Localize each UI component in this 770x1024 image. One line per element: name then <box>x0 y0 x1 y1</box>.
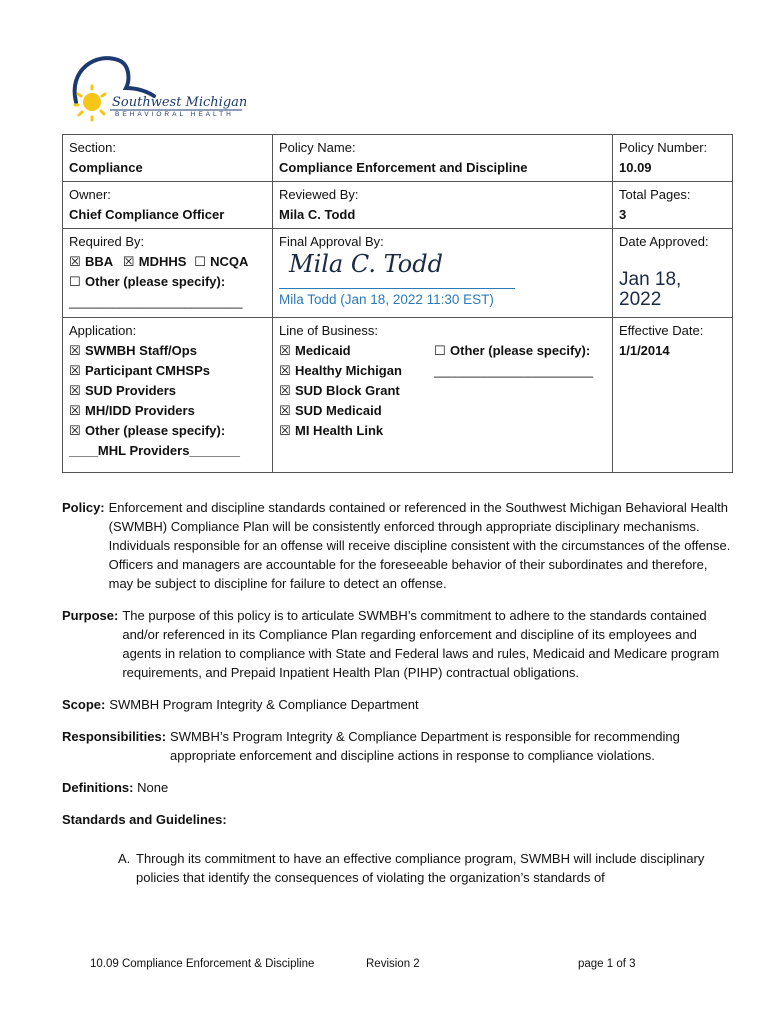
responsibilities-label: Responsibilities: <box>62 729 167 744</box>
standard-a-text: Through its commitment to have an effective compliance program, SWMBH will include disciplinary policies that identify the consequences of violating the organization’s standards of <box>136 851 705 885</box>
policy-name-value: Compliance Enforcement and Discipline <box>279 160 528 175</box>
reviewed-by-label: Reviewed By: <box>279 187 359 202</box>
checkbox-checked-icon: ☒ <box>69 363 81 378</box>
section-value: Compliance <box>69 160 143 175</box>
reviewed-by-cell <box>273 182 613 229</box>
definitions-text: None <box>137 780 169 795</box>
checkbox-checked-icon: ☒ <box>279 423 291 438</box>
responsibilities-section <box>62 727 732 765</box>
checkbox-checked-icon: ☒ <box>122 254 135 269</box>
application-other-value: ____MHL Providers_______ <box>69 443 241 458</box>
required-ncqa: NCQA <box>210 254 249 269</box>
definitions-section <box>62 778 732 797</box>
application-item: Participant CMHSPs <box>85 363 210 378</box>
final-approval-cell <box>273 229 613 318</box>
application-label: Application: <box>69 323 137 338</box>
required-other-blank: ________________________ <box>69 294 243 309</box>
required-by-cell <box>63 229 273 318</box>
owner-cell <box>63 182 273 229</box>
effective-date-cell <box>613 318 733 473</box>
owner-value: Chief Compliance Officer <box>69 207 225 222</box>
effective-date-label: Effective Date: <box>619 323 704 338</box>
lob-item: SUD Medicaid <box>295 403 382 418</box>
final-approval-label: Final Approval By: <box>279 234 384 249</box>
checkbox-checked-icon: ☒ <box>279 403 291 418</box>
standards-heading <box>62 810 732 829</box>
application-cell <box>63 318 273 473</box>
application-item: MH/IDD Providers <box>85 403 195 418</box>
checkbox-checked-icon: ☒ <box>69 423 81 438</box>
logo-title: Southwest Michigan <box>112 95 248 110</box>
policy-name-label: Policy Name: <box>279 140 356 155</box>
checkbox-checked-icon: ☒ <box>69 343 81 358</box>
scope-text: SWMBH Program Integrity & Compliance Department <box>109 697 419 712</box>
checkbox-unchecked-icon: ☐ <box>194 254 206 269</box>
policy-label: Policy: <box>62 500 105 515</box>
lob-item: Healthy Michigan <box>295 363 402 378</box>
lob-other: Other (please specify): <box>450 343 591 358</box>
policy-name-cell <box>273 135 613 182</box>
purpose-text: The purpose of this policy is to articulate SWMBH’s commitment to adhere to the standards contained and/or referenced in its Compliance Plan regarding enforcement and discipline of its employees and agents in relation to compliance with State and Federal laws and rules, Medicaid and Medicare program requirements, and Prepaid Inpatient Health Plan (PIHP) contractual obligations. <box>122 608 720 680</box>
policy-number-label: Policy Number: <box>619 140 708 155</box>
effective-date-value: 1/1/2014 <box>619 343 670 358</box>
signature-line <box>279 288 515 289</box>
checkbox-unchecked-icon: ☐ <box>69 274 81 289</box>
required-bba: BBA <box>85 254 114 269</box>
checkbox-checked-icon: ☒ <box>69 254 81 269</box>
checkbox-checked-icon: ☒ <box>279 343 291 358</box>
footer-page: page 1 of 3 <box>578 958 636 970</box>
footer-revision: Revision 2 <box>366 958 420 970</box>
required-mdhhs: MDHHS <box>138 254 187 269</box>
responsibilities-text: SWMBH’s Program Integrity & Compliance Department is responsible for recommending appropriate enforcement and discipline actions in response to compliance violations. <box>170 729 680 763</box>
lob-label: Line of Business: <box>279 323 379 338</box>
lob-other-blank: ______________________ <box>434 363 594 378</box>
policy-body <box>62 498 732 887</box>
application-item: Other (please specify): <box>85 423 226 438</box>
policy-section <box>62 498 732 593</box>
checkbox-checked-icon: ☒ <box>279 383 291 398</box>
date-approved-cell <box>613 229 733 318</box>
application-item: SUD Providers <box>85 383 177 398</box>
signature-script: Mila C. Todd <box>289 250 443 278</box>
scope-label: Scope: <box>62 697 106 712</box>
section-cell <box>63 135 273 182</box>
purpose-label: Purpose: <box>62 608 119 623</box>
standards-label: Standards and Guidelines: <box>62 812 227 827</box>
lob-item: Medicaid <box>295 343 351 358</box>
date-approved-value: Jan 18, 2022 <box>619 269 682 310</box>
standard-a-letter: A. <box>118 851 131 866</box>
lob-item: MI Health Link <box>295 423 384 438</box>
line-of-business-cell <box>273 318 613 473</box>
checkbox-checked-icon: ☒ <box>69 383 81 398</box>
policy-text: Enforcement and discipline standards contained or referenced in the Southwest Michigan Behavioral Health (SWMBH) Compliance Plan will be consistently enforced through appropriate disciplinary mechanisms. Individuals responsible for an offense will receive discipline consistent with the circumstances of the offense. Officers and managers are accountable for the foreseeable behavior of their subordinates and therefore, may be subject to discipline for failure to detect an offense. <box>108 500 731 591</box>
policy-number-cell <box>613 135 733 182</box>
reviewed-by-value: Mila C. Todd <box>279 207 356 222</box>
logo-subtitle: BEHAVIORAL HEALTH <box>115 111 234 118</box>
section-label: Section: <box>69 140 116 155</box>
scope-section <box>62 695 732 714</box>
purpose-section <box>62 606 732 682</box>
policy-header-table <box>62 134 733 473</box>
application-item: SWMBH Staff/Ops <box>85 343 197 358</box>
total-pages-label: Total Pages: <box>619 187 691 202</box>
owner-label: Owner: <box>69 187 111 202</box>
signature-caption: Mila Todd (Jan 18, 2022 11:30 EST) <box>279 292 494 307</box>
signature-block <box>279 252 606 314</box>
standard-a <box>118 849 732 887</box>
required-by-label: Required By: <box>69 234 145 249</box>
checkbox-checked-icon: ☒ <box>69 403 81 418</box>
swmbh-logo <box>66 50 256 130</box>
policy-number-value: 10.09 <box>619 160 652 175</box>
definitions-label: Definitions: <box>62 780 134 795</box>
checkbox-unchecked-icon: ☐ <box>434 343 446 358</box>
total-pages-cell <box>613 182 733 229</box>
total-pages-value: 3 <box>619 207 627 222</box>
date-approved-label: Date Approved: <box>619 234 709 249</box>
required-other: Other (please specify): <box>85 274 226 289</box>
footer-doc: 10.09 Compliance Enforcement & Discipline <box>90 958 315 970</box>
checkbox-checked-icon: ☒ <box>279 363 291 378</box>
lob-item: SUD Block Grant <box>295 383 400 398</box>
